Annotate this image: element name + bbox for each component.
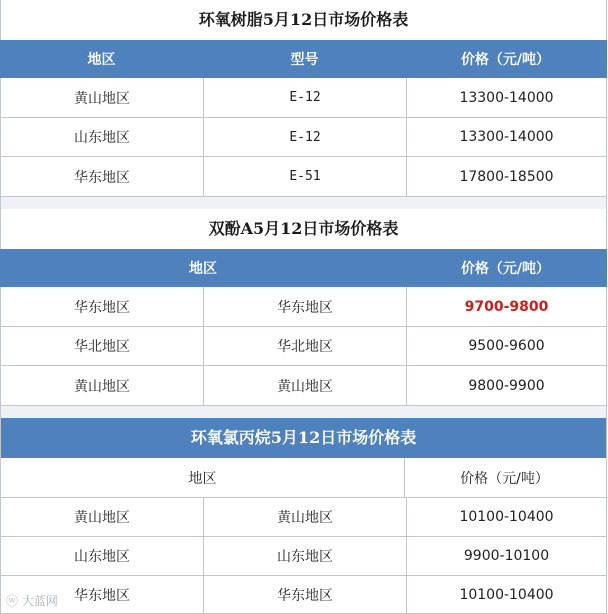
table1-header-region: 地区 [87, 52, 116, 68]
region-cell: 华北地区 [204, 327, 407, 365]
table3-title: 环氧氯丙烷5月12日市场价格表 [0, 418, 607, 458]
table1-header-price: 价格（元/吨） [460, 52, 551, 68]
region-cell: 华北地区 [1, 327, 204, 365]
table-divider [0, 197, 607, 209]
price-cell: 9800-9900 [468, 377, 545, 394]
model-cell: E-51 [204, 157, 407, 196]
region-cell: 华东地区 [1, 287, 204, 326]
region-cell: 黄山地区 [1, 498, 204, 536]
table3-header-region: 地区 [1, 458, 405, 497]
region-cell: 山东地区 [1, 537, 204, 575]
table-row [0, 118, 607, 157]
table2-header [0, 249, 607, 287]
price-cell-highlight: 9700-9800 [464, 298, 549, 315]
price-cell: 13300-14000 [459, 129, 554, 145]
region-cell: 山东地区 [204, 537, 407, 575]
price-cell: 9500-9600 [468, 338, 545, 354]
table1-header-model: 型号 [290, 52, 319, 68]
model-cell: E-12 [204, 78, 407, 117]
region-cell: 山东地区 [1, 118, 204, 156]
table-row [0, 327, 607, 366]
region-cell: 华东地区 [1, 157, 204, 196]
region-cell: 华东地区 [204, 287, 407, 326]
table3-header-price: 价格（元/吨） [460, 470, 549, 487]
price-cell: 13300-14000 [459, 89, 554, 106]
table-row [0, 498, 607, 537]
price-cell: 10100-10400 [459, 586, 554, 603]
price-cell: 10100-10400 [459, 509, 554, 525]
watermark-icon: ⓦ [6, 594, 19, 608]
table2-header-price: 价格（元/吨） [460, 261, 551, 277]
watermark [6, 592, 58, 609]
region-cell: 黄山地区 [1, 366, 204, 405]
region-cell: 黄山地区 [204, 366, 407, 405]
table2-header-region: 地区 [189, 261, 217, 277]
region-cell: 黄山地区 [1, 78, 204, 117]
table-row [0, 576, 607, 614]
table2-title: 双酚A5月12日市场价格表 [0, 209, 607, 249]
table1-title: 环氧树脂5月12日市场价格表 [0, 0, 607, 40]
price-cell: 9900-10100 [463, 548, 550, 564]
table-row [0, 157, 607, 197]
table1-header [0, 40, 607, 78]
region-cell: 华东地区 [204, 576, 407, 613]
table-row [0, 366, 607, 406]
table-row [0, 78, 607, 118]
table3-header [0, 458, 607, 498]
model-cell: E-12 [204, 118, 407, 156]
watermark-text: 大蓝网 [21, 594, 58, 608]
table-divider [0, 406, 607, 418]
table-row [0, 537, 607, 576]
region-cell: 华东地区 [1, 576, 204, 613]
price-cell: 17800-18500 [459, 168, 554, 185]
region-cell: 黄山地区 [204, 498, 407, 536]
table-row [0, 287, 607, 327]
